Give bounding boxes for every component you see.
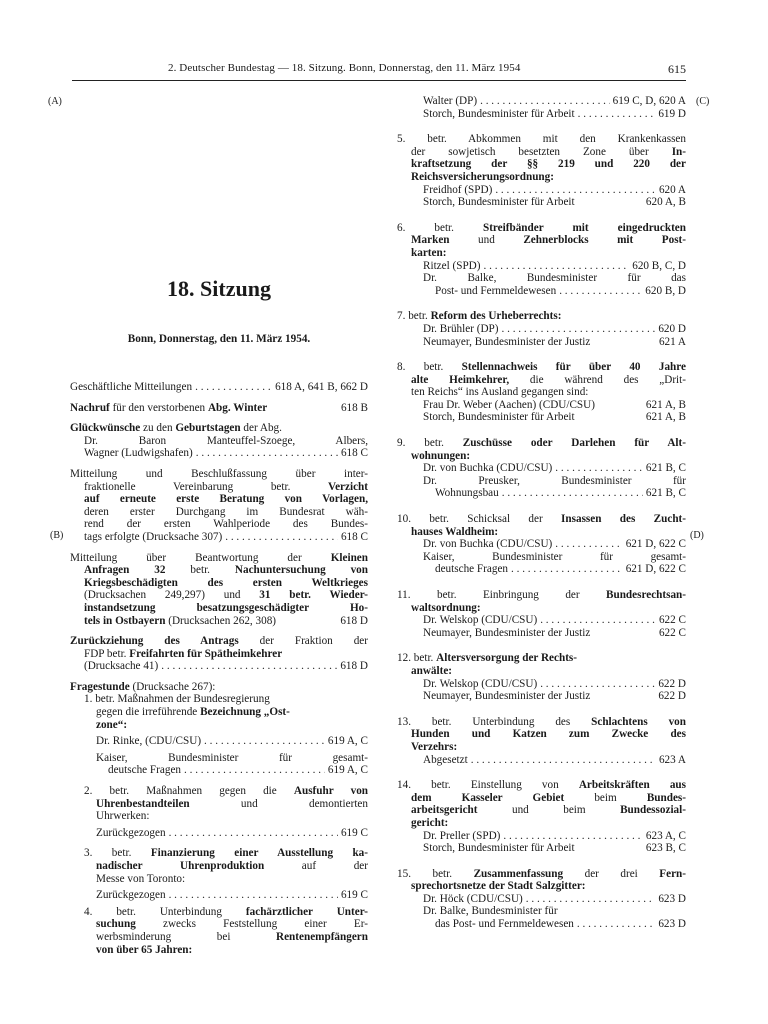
question-11: 11. betr. Einbringung der Bundesrechtsan- waltsordnung: Dr. Welskop (CDU/CSU) . . . 622 C Neumayer, Bundesminister der Justiz 622 C [397, 589, 686, 639]
toc-entry-nachruf: Nachruf für den verstorbenen Abg. Winter 618 B [70, 401, 368, 414]
toc-entry-geschaeft: Geschäftliche Mitteilungen . . . 618 A, 641 B, 662 D [70, 381, 368, 394]
running-header [72, 62, 686, 78]
question-4-continued: Walter (DP) . . . 619 C, D, 620 A Storch, Bundesminister für Arbeit . . . 619 D [397, 95, 686, 120]
margin-mark-a: (A) [48, 96, 62, 107]
session-heading [70, 276, 368, 353]
left-column [70, 95, 368, 956]
question-14: 14. betr. Einstellung von Arbeitskräften aus dem Kasseler Gebiet beim Bundes- arbeitsgericht und beim Bundessozial- gericht: Dr. Preller (SPD) . . . 623 A, C Storch, Bundesminister für Arbeit 623 B, C [397, 779, 686, 855]
question-13: 13. betr. Unterbindung des Schlachtens von Hunden und Katzen zum Zwecke des Verzehrs: Abgesetzt . . . 623 A [397, 716, 686, 766]
page-title: 18. Sitzung [167, 276, 271, 301]
question-5: 5. betr. Abkommen mit den Krankenkassen der sowjetisch besetzten Zone über In- kraftsetzung der §§ 219 und 220 der Reichsversicherungsordnung: Freidhof (SPD) . . . 620 A Storch, Bundesminister für Arbeit 620 A, B [397, 133, 686, 209]
toc-entry-glueckwuensche: Glückwünsche zu den Geburtstagen der Abg. Dr. Baron Manteuffel-Szoege, Albers, Wagner (Ludwigshafen) . . . 618 C [70, 422, 368, 460]
toc-entry-zurueckziehung: Zurückziehung des Antrags der Fraktion der FDP betr. Freifahrten für Spätheimkehrer (Drucksache 41) . . . 618 D [70, 635, 368, 673]
question-8: 8. betr. Stellennachweis für über 40 Jahre alte Heimkehrer, die während des „Drit- ten Reichs“ ins Ausland gegangen sind: Frau Dr. Weber (Aachen) (CDU/CSU) 621 A, B Storch, Bundesminister für Arbeit 621 A, B [397, 361, 686, 424]
question-9: 9. betr. Zuschüsse oder Darlehen für Alt- wohnungen: Dr. von Buchka (CDU/CSU) . . . 621 B, C Dr. Preusker, Bundesminister für Wohnungsbau . . . 621 B, C [397, 437, 686, 500]
question-10: 10. betr. Schicksal der Insassen des Zucht- hauses Waldheim: Dr. von Buchka (CDU/CSU) . . . 621 D, 622 C Kaiser, Bundesminister für gesamt- deutsche Fragen . . . 621 D, 622 C [397, 513, 686, 576]
right-column [397, 95, 686, 931]
page-number: 615 [668, 62, 686, 76]
toc-entry-mitteilung-verzicht: Mitteilung und Beschlußfassung über inter- fraktionelle Vereinbarung betr. Verzicht auf erneute erste Beratung von Vorlagen, deren erster Durchgang im Bundesrat wäh- rend der ersten Wahlperiode des Bundes- tags erfolgte (Drucksache 307) . . . 618 C [70, 468, 368, 544]
question-2: 2. betr. Maßnahmen gegen die Ausfuhr von Uhrenbestandteilen und demontierten Uhrwerken: Zurückgezogen . . . 619 C [70, 785, 368, 839]
question-6: 6. betr. Streifbänder mit eingedruckten Marken und Zehnerblocks mit Post- karten: Ritzel (SPD) . . . 620 B, C, D Dr. Balke, Bundesminister für das Post- und Fernmeldewesen . . . 620 B, D [397, 222, 686, 298]
toc-entry-kleine-anfragen: Mitteilung über Beantwortung der Kleinen Anfragen 32 betr. Nachuntersuchung von Kriegsbeschädigten des ersten Weltkrieges (Drucksachen 249,297) und 31 betr. Wieder- instandsetzung besatzungsgeschädigter Ho- tels in Ostbayern (Drucksachen 262, 308) 618 D [70, 551, 368, 627]
question-4: 4. betr. Unterbindung fachärztlicher Unter- suchung zwecks Feststellung einer Er- werbsminderung bei Rentenempfängern von über 65 Jahren: [84, 905, 368, 956]
session-date: Bonn, Donnerstag, den 11. März 1954. [127, 333, 311, 345]
header-rule [72, 80, 686, 81]
question-12: 12. betr. Altersversorgung der Rechts- anwälte: Dr. Welskop (CDU/CSU) . . . 622 D Neumayer, Bundesminister der Justiz 622 D [397, 652, 686, 702]
toc-entry-fragestunde: Fragestunde (Drucksache 267): 1. betr. Maßnahmen der Bundesregierung gegen die irreführende Bezeichnung „Ost- zone“: Dr. Rinke, (CDU/CSU) . . . 619 A, C Kaiser, Bundesminister für gesamt- deutsche Fragen . . . 619 A, C 2. betr. Maßnahmen gegen die Ausfuhr von Uhrenbestandteilen und demontierten Uhrwerken: Zurückgezogen . . . 619 C 3. betr. Finanzierung einer Ausstellung ka- nadischer Uhrenproduktion auf der Messe von Toronto: Zurückgezogen . . . 619 C 4. betr. Unterbindung fachärztlicher Unter- suchung zwecks Feststellung einer Er- werbsminderung bei Rentenempfängern von über 65 Jahren: [70, 681, 368, 956]
question-15: 15. betr. Zusammenfassung der drei Fern- sprechortsnetze der Stadt Salzgitter: Dr. Höck (CDU/CSU) . . . 623 D Dr. Balke, Bundesminister für das Post- und Fernmeldewesen . . . 623 D [397, 868, 686, 931]
question-1: 1. betr. Maßnahmen der Bundesregierung gegen die irreführende Bezeichnung „Ost- zone“: Dr. Rinke, (CDU/CSU) . . . 619 A, C Kaiser, Bundesminister für gesamt- deutsche Fragen . . . 619 A, C [70, 693, 368, 777]
margin-mark-d: (D) [690, 530, 704, 541]
margin-mark-b: (B) [50, 530, 64, 541]
header-text: 2. Deutscher Bundestag — 18. Sitzung. Bonn, Donnerstag, den 11. März 1954 [168, 62, 521, 74]
margin-mark-c: (C) [696, 96, 710, 107]
question-3: 3. betr. Finanzierung einer Ausstellung ka- nadischer Uhrenproduktion auf der Messe von Toronto: Zurückgezogen . . . 619 C [70, 847, 368, 901]
question-7: 7. betr. Reform des Urheberrechts: Dr. Brühler (DP) . . . 620 D Neumayer, Bundesminister der Justiz 621 A [397, 310, 686, 348]
